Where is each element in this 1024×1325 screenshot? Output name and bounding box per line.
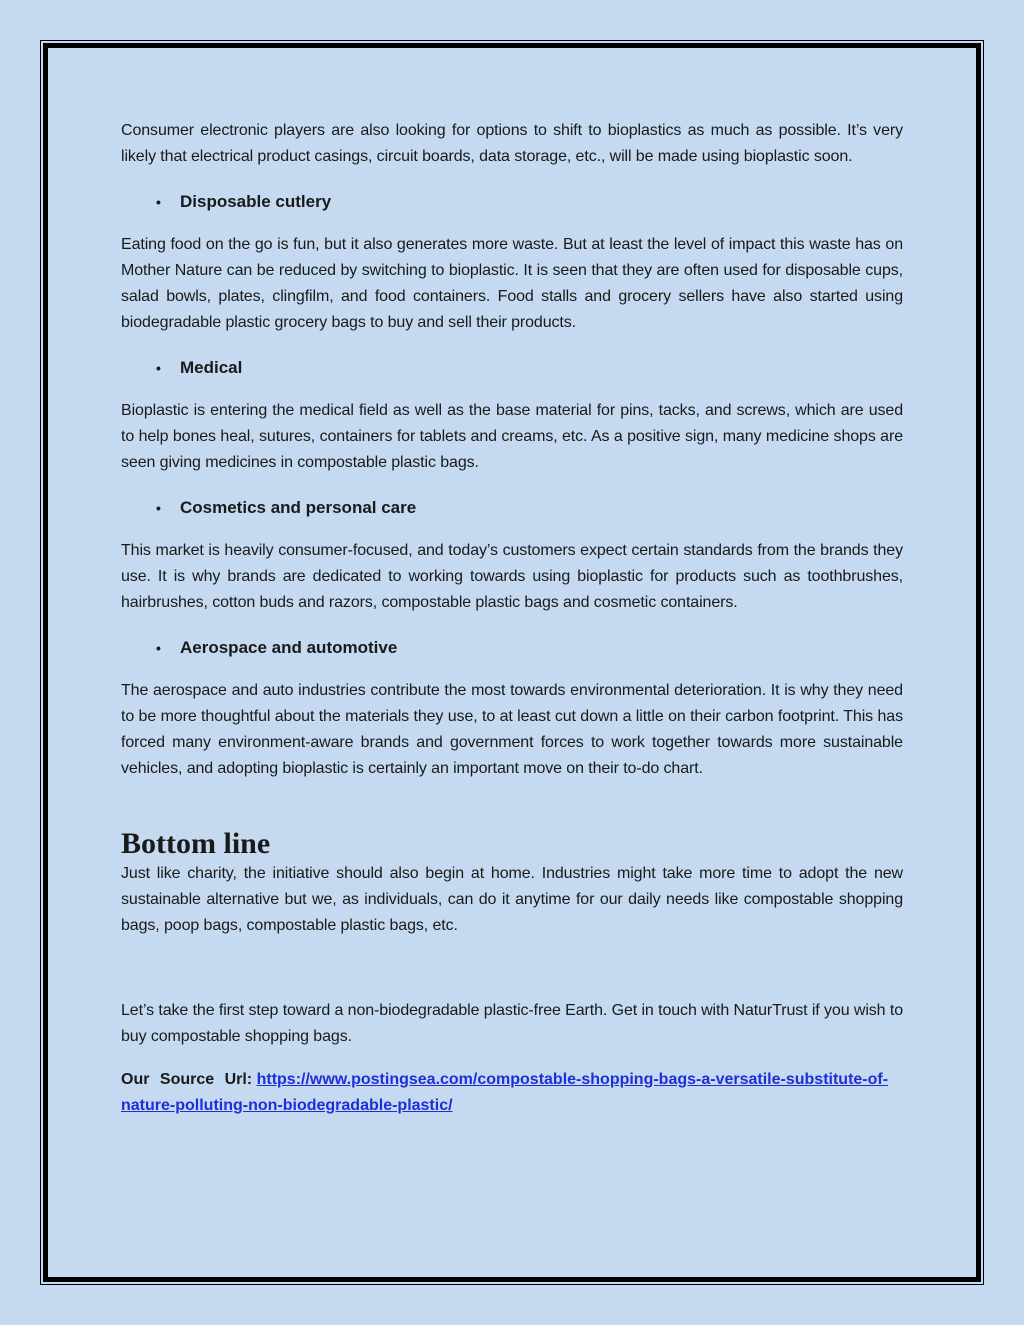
paragraph-electronics: Consumer electronic players are also looking for options to shift to bioplastics as much as possible. It’s very likely that electrical product casings, circuit boards, data storage, etc., will be made using bioplastic soon.: [121, 122, 903, 165]
section-heading: Bottom line: [121, 827, 271, 860]
bullet-label: Disposable cutlery: [180, 192, 332, 211]
bullet-disposable-cutlery: [121, 189, 903, 215]
bullet-medical: [121, 355, 903, 381]
source-link[interactable]: https://www.postingsea.com/compostable-shopping-bags-a-versatile-substitute-of-nature-polluting-non-biodegradable-plastic/: [121, 1071, 889, 1114]
paragraph-cosmetics: This market is heavily consumer-focused, and today’s customers expect certain standards from the brands they use. It is why brands are dedicated to working towards using bioplastic for products such as toothbrushes, hairbrushes, cotton buds and razors, compostable plastic bags and cosmetic containers.: [121, 542, 903, 611]
paragraph-medical: Bioplastic is entering the medical field as well as the base material for pins, tacks, and screws, which are used to help bones heal, sutures, containers for tablets and creams, etc. As a positive sign, many medicine shops are seen giving medicines in compostable plastic bags.: [121, 402, 903, 471]
bullet-dot-icon: •: [156, 194, 161, 210]
bullet-label: Medical: [180, 358, 243, 377]
paragraph-aerospace: The aerospace and auto industries contribute the most towards environmental deterioration. It is why they need to be more thoughtful about the materials they use, to at least cut down a little on their carbon footprint. This has forced many environment-aware brands and government forces to work together towards more sustainable vehicles, and adopting bioplastic is certainly an important move on their to-do chart.: [121, 682, 903, 777]
bullet-aerospace: [121, 635, 903, 661]
paragraph-call-to-action: Let’s take the first step toward a non-biodegradable plastic-free Earth. Get in touch with NaturTrust if you wish to buy compostable shopping bags.: [121, 1002, 903, 1045]
document-body: [121, 118, 903, 1119]
source-label: Our Source Url:: [121, 1071, 253, 1088]
bullet-dot-icon: •: [156, 640, 161, 656]
bullet-dot-icon: •: [156, 360, 161, 376]
paragraph-bottom-line: Just like charity, the initiative should also begin at home. Industries might take more time to adopt the new sustainable alternative but we, as individuals, can do it anytime for our daily needs like compostable shopping bags, poop bags, compostable plastic bags, etc.: [121, 865, 903, 934]
bullet-label: Cosmetics and personal care: [180, 498, 417, 517]
bullet-label: Aerospace and automotive: [180, 638, 398, 657]
source-line: [121, 1067, 903, 1119]
bullet-dot-icon: •: [156, 500, 161, 516]
paragraph-cutlery: Eating food on the go is fun, but it also generates more waste. But at least the level of impact this waste has on Mother Nature can be reduced by switching to bioplastic. It is seen that they are often used for disposable cups, salad bowls, plates, clingfilm, and food containers. Food stalls and grocery sellers have also started using biodegradable plastic grocery bags to buy and sell their products.: [121, 236, 903, 331]
bullet-cosmetics: [121, 495, 903, 521]
